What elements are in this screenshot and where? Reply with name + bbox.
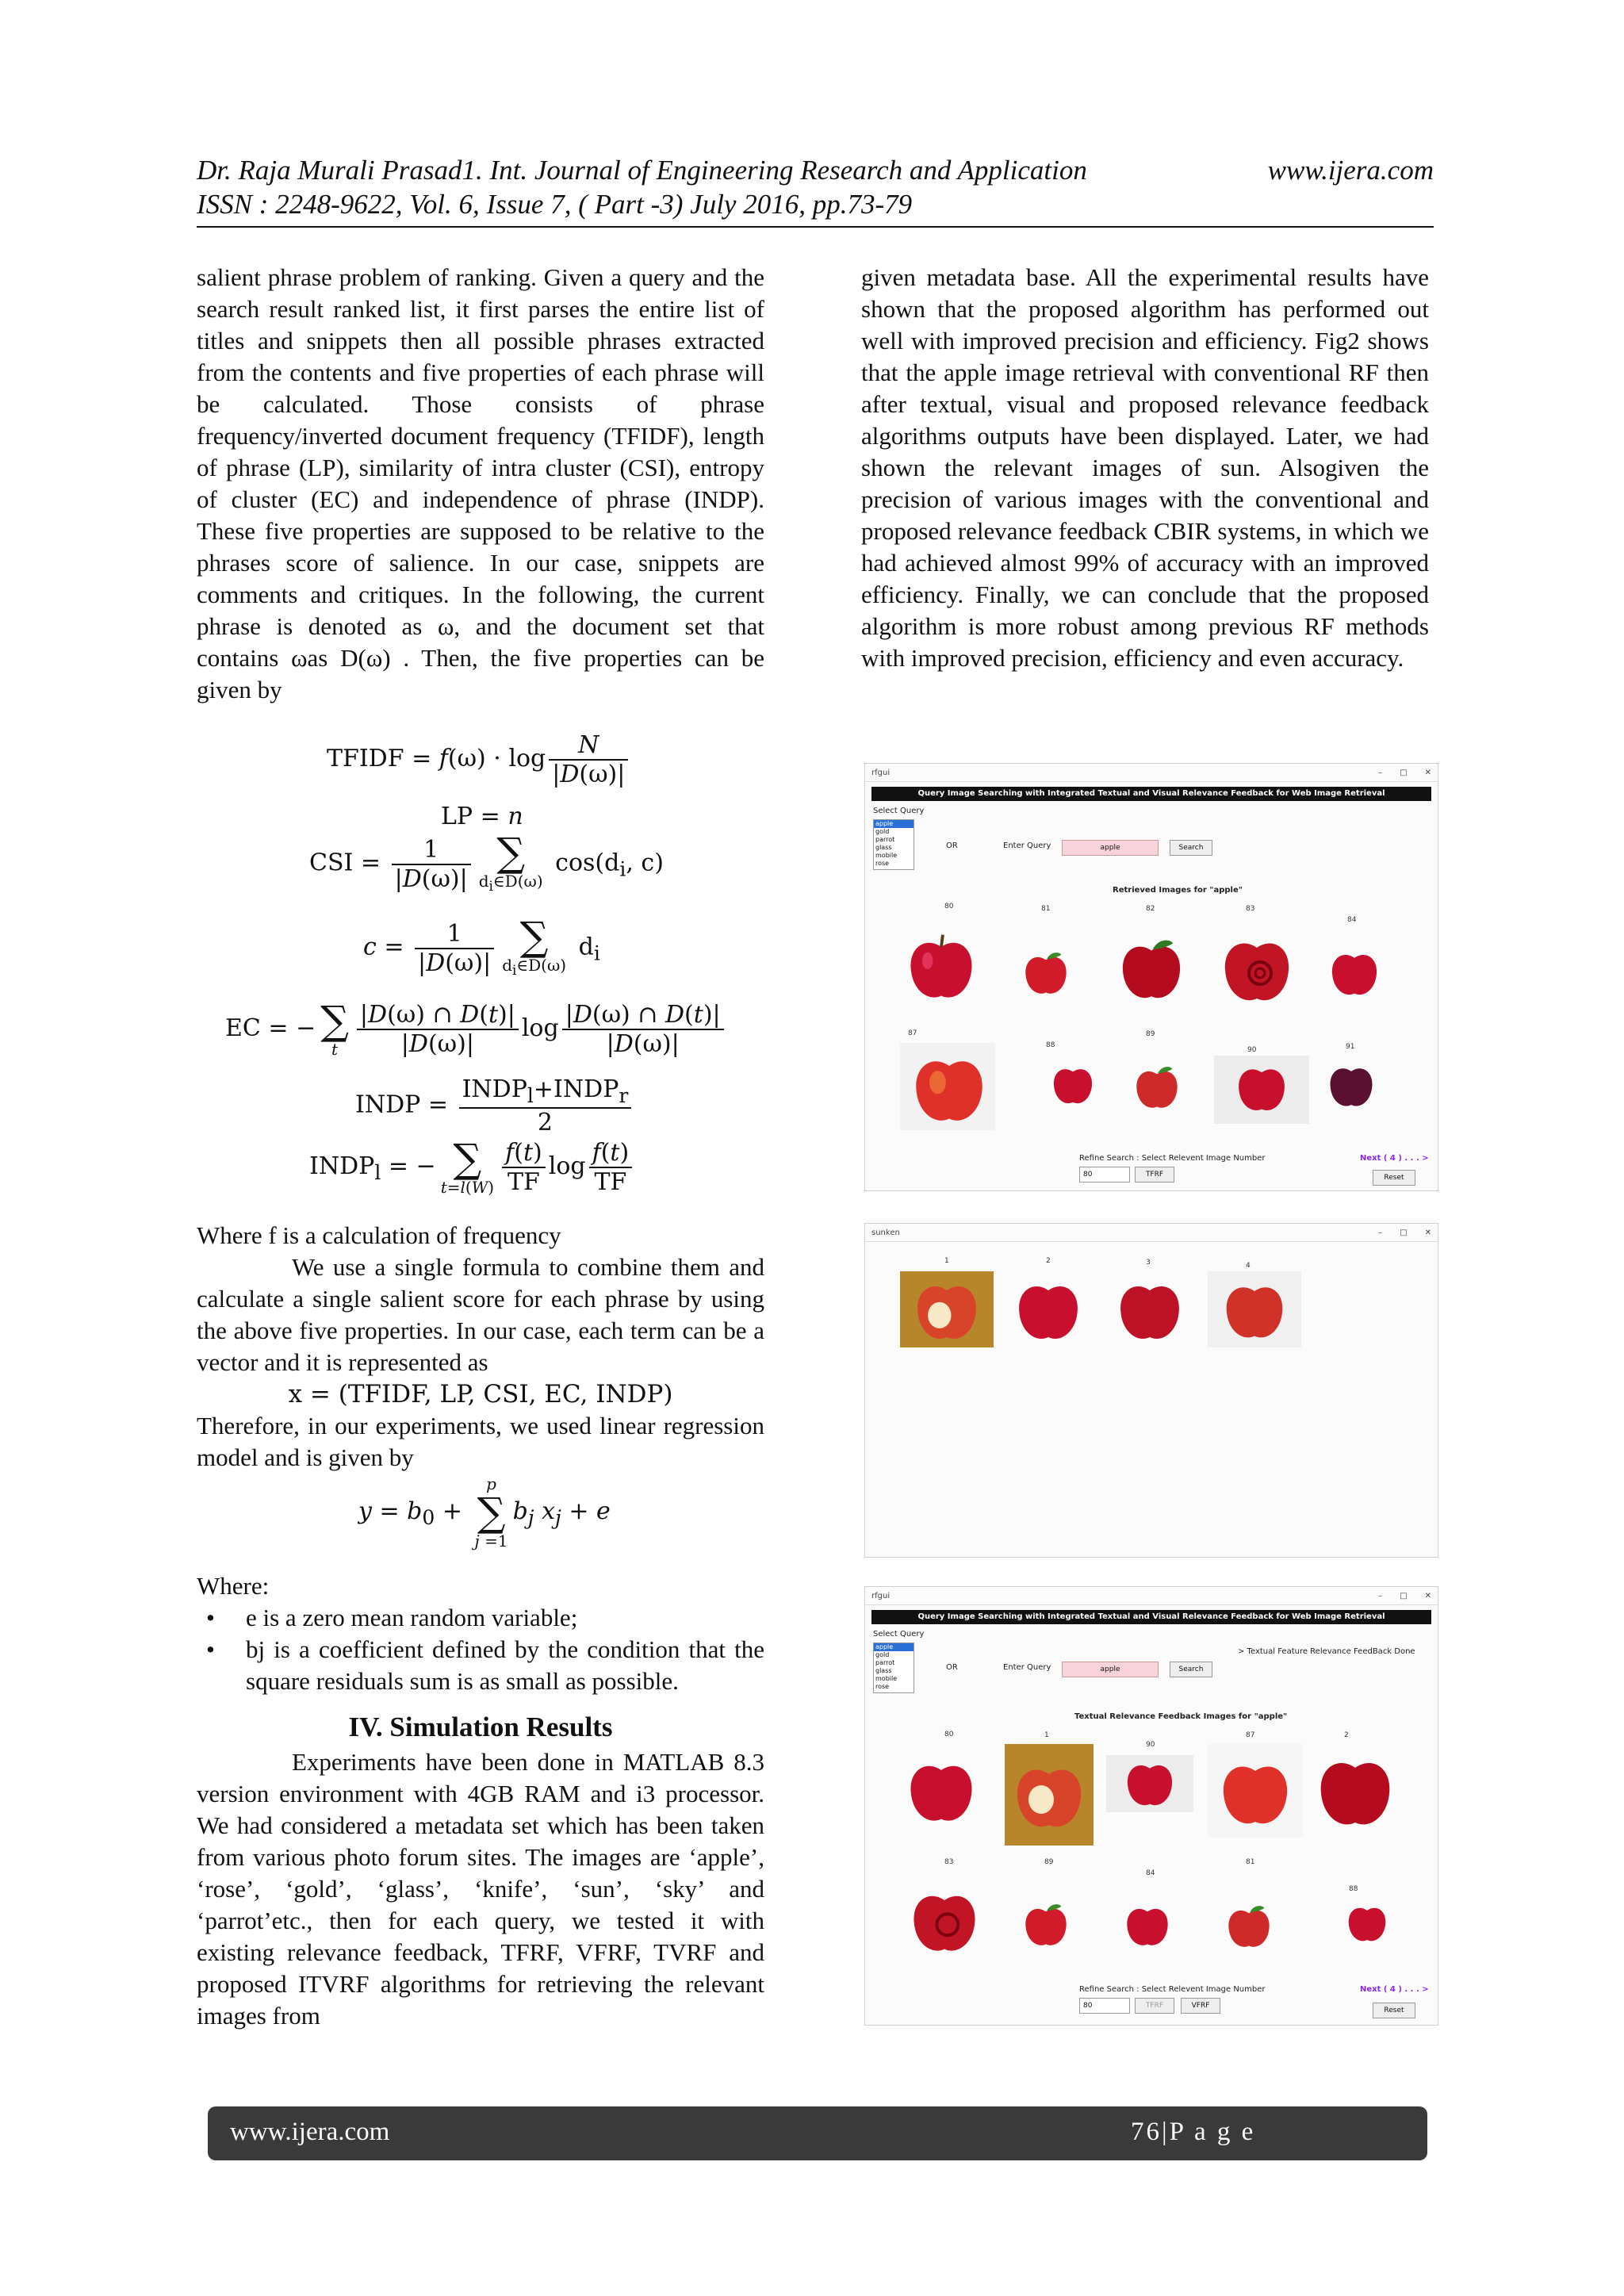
equation-lp: LP = n (441, 803, 523, 830)
apple-image[interactable] (1217, 929, 1297, 1008)
image-number: 2 (1344, 1731, 1349, 1739)
image-number: 84 (1146, 1869, 1155, 1877)
image-tile (1008, 1075, 1040, 1081)
header-citation: Dr. Raja Murali Prasad1. Int. Journal of Engineering Research and Application (197, 155, 1087, 186)
bullet-item: • bj is a coefficient defined by the condition that the square residuals sum is as small as possible. (197, 1634, 764, 1697)
equation-indp: INDP = $\frac{INDP_l+INDP_r}{2}$ (355, 1075, 634, 1137)
header-website[interactable]: www.ijera.com (1267, 155, 1434, 186)
apple-image[interactable] (1049, 1060, 1097, 1108)
list-item[interactable]: mobile (875, 1675, 898, 1682)
query-input[interactable]: apple (1062, 840, 1159, 856)
image-number: 88 (1349, 1885, 1358, 1893)
apple-image[interactable] (903, 1752, 979, 1828)
apple-image[interactable] (906, 1880, 982, 1960)
or-label: OR (946, 1663, 958, 1672)
where-label: Where: (197, 1572, 270, 1600)
query-listbox[interactable] (873, 1642, 914, 1693)
list-item[interactable]: glass (875, 1667, 892, 1674)
status-message: > Textual Feature Relevance FeedBack Done (1238, 1647, 1415, 1656)
vfrf-button[interactable]: VFRF (1181, 1998, 1220, 2014)
equation-tfidf: TFIDF = f(ω) · log $\frac{N}{|D(\omega)|}$ (327, 731, 631, 788)
window-title: rfgui (871, 1591, 891, 1600)
gui-banner: Query Image Searching with Integrated Textual and Visual Relevance Feedback for Web Image Retrieval (871, 1610, 1431, 1624)
apple-image[interactable] (1233, 1059, 1290, 1116)
apple-image[interactable] (1216, 1750, 1295, 1833)
image-number: 87 (1246, 1731, 1255, 1739)
list-item[interactable]: gold (875, 1651, 890, 1658)
figure-rfgui-textual-feedback (864, 1586, 1438, 2026)
running-header (197, 154, 1434, 187)
search-button[interactable]: Search (1170, 1662, 1212, 1677)
maximize-icon[interactable]: □ (1400, 1228, 1408, 1237)
next-link[interactable]: Next ( 4 ) . . . > (1360, 1985, 1429, 1994)
list-item[interactable]: mobile (875, 852, 898, 859)
page-footer (208, 2106, 1427, 2160)
apple-image[interactable] (1011, 1273, 1086, 1346)
list-item[interactable]: gold (875, 828, 890, 835)
paragraph-simulation: Experiments have been done in MATLAB 8.3 version environment with 4GB RAM and i3 processor. We had considered a metadata set which has been taken from various photo forum sites. The images are ‘apple’, ‘rose’, ‘gold’, ‘glass’, ‘knife’, ‘sun’, ‘sky’ and ‘parrot’etc., then for each query, we tested it with existing relevance feedback, TFRF, VFRF, TVRF and proposed ITVRF algorithms for retrieving the relevant images from (197, 1748, 764, 2030)
select-query-label: Select Query (873, 1630, 925, 1639)
header-issn: ISSN : 2248-9622, Vol. 6, Issue 7, ( Part -3) July 2016, pp.73-79 (197, 189, 913, 220)
close-icon[interactable]: ✕ (1424, 768, 1431, 777)
refine-label: Refine Search : Select Relevent Image Number (1079, 1154, 1266, 1163)
maximize-icon[interactable]: □ (1400, 768, 1408, 777)
equation-indp-l: $INDP_l$ = − ∑ t=l(W) $\frac{f(t)}{TF}$ log $\frac{f(t)}{TF}$ (309, 1139, 635, 1196)
close-icon[interactable]: ✕ (1424, 1228, 1431, 1237)
apple-image[interactable] (908, 1046, 990, 1129)
list-item[interactable]: rose (875, 860, 890, 867)
retrieved-title: Textual Relevance Feedback Images for "apple" (1074, 1712, 1288, 1721)
apple-image[interactable] (910, 1273, 984, 1346)
paragraph-combine: We use a single formula to combine them and calculate a single salient score for each phrase by using the above five properties. In our case, each term can be a vector and it is represented as (197, 1253, 764, 1376)
image-number: 83 (944, 1858, 954, 1866)
apple-image[interactable] (1325, 1059, 1377, 1111)
query-input[interactable]: apple (1062, 1662, 1159, 1677)
where-f-line: Where f is a calculation of frequency (197, 1221, 561, 1249)
query-listbox[interactable] (873, 819, 914, 870)
window-titlebar (865, 764, 1438, 782)
image-number: 3 (1146, 1259, 1151, 1267)
apple-image[interactable] (1122, 1899, 1173, 1950)
list-item[interactable]: parrot (875, 836, 895, 843)
reset-button[interactable]: Reset (1373, 2003, 1415, 2018)
image-number: 80 (944, 1731, 954, 1738)
apple-image[interactable] (1009, 1750, 1089, 1839)
window-titlebar (865, 1224, 1438, 1242)
footer-website[interactable]: www.ijera.com (230, 2118, 390, 2146)
list-item[interactable]: parrot (875, 1659, 895, 1666)
enter-query-label: Enter Query (1003, 1663, 1051, 1672)
list-item[interactable]: glass (875, 844, 892, 851)
paragraph-results: given metadata base. All the experimental results have shown that the proposed algorithm has performed out well with improved precision and efficiency. Fig2 shows that the apple image retrieval with conventional RF then after textual, visual and proposed relevance feedback algorithms outputs have been displayed. Later, we had shown the relevant images of sun. Alsogiven the precision of various images with the conventional and proposed relevance feedback CBIR systems, in which we had achieved almost 99% of accuracy with an improved efficiency. Finally, we can conclude that the proposed algorithm is more robust among previous RF methods with improved precision, efficiency and even accuracy. (861, 263, 1429, 672)
image-number: 89 (1044, 1858, 1054, 1866)
equation-regression: $y = b_0$ + p ∑ j =1 $b_j$ $x_j + e$ (358, 1474, 611, 1550)
minimize-icon[interactable]: – (1378, 1591, 1383, 1600)
figure-selected-images (864, 1223, 1438, 1558)
bullet-item: • e is a zero mean random variable; (197, 1602, 764, 1634)
image-number: 81 (1041, 905, 1051, 913)
image-number: 90 (1247, 1046, 1257, 1054)
apple-image[interactable] (1113, 1273, 1187, 1346)
section-title: IV. Simulation Results (348, 1711, 613, 1742)
list-item[interactable]: apple (874, 1643, 914, 1651)
window-title: rfgui (871, 768, 891, 777)
text-block-mid (197, 1220, 764, 1474)
retrieved-title: Retrieved Images for "apple" (1113, 886, 1243, 895)
apple-image[interactable] (1021, 1899, 1071, 1950)
paragraph-salient-phrase: salient phrase problem of ranking. Given a query and the search result ranked list, it first parses the entire list of titles and snippets then all possible phrases extracted from the contents and five properties of each phrase will be calculated. Those consists of phrase frequency/inverted document frequency (TFIDF), length of phrase (LP), similarity of intra cluster (CSI), entropy of cluster (EC) and independence of phrase (INDP). These five properties are supposed to be relative to the phrases score of salience. In our case, snippets are comments and critiques. In the following, the current phrase is denoted as ω, and the document set that contains ωas D(ω) . Then, the five properties can be given by (197, 263, 764, 703)
image-number: 90 (1146, 1741, 1155, 1749)
equation-c: c = $\frac{1}{|D(\omega)|}$ ∑ $d_i\in D(\omega)$ $d_i$ (363, 914, 600, 978)
image-number: 2 (1046, 1257, 1051, 1265)
minimize-icon[interactable]: – (1378, 768, 1383, 777)
equation-ec: EC = − ∑ t $\frac{|D(\omega) \cap D(t)|}{|D(\omega)|}$ log $\frac{|D(\omega) \cap D(t)|}{|D(\omega)|}$ (225, 1001, 727, 1058)
apple-image[interactable] (1021, 948, 1071, 999)
apple-image[interactable] (1224, 1901, 1274, 1952)
image-number: 1 (1044, 1731, 1049, 1739)
image-number: 91 (1346, 1043, 1355, 1051)
apple-image[interactable] (903, 929, 979, 1005)
image-number: 89 (1146, 1030, 1155, 1038)
apple-image[interactable] (1344, 1899, 1390, 1945)
maximize-icon[interactable]: □ (1400, 1591, 1408, 1600)
page-number: 76|P a g e (1131, 2118, 1256, 2146)
search-button[interactable]: Search (1170, 840, 1212, 856)
window-titlebar (865, 1587, 1438, 1605)
gui-banner: Query Image Searching with Integrated Textual and Visual Relevance Feedback for Web Image Retrieval (871, 787, 1431, 801)
apple-image[interactable] (1327, 945, 1382, 1000)
figure-rfgui-retrieved (864, 763, 1438, 1191)
paragraph-therefore: Therefore, in our experiments, we used linear regression model and is given by (197, 1412, 764, 1471)
reset-button[interactable]: Reset (1373, 1170, 1415, 1186)
image-number-select[interactable]: 80 (1079, 1167, 1130, 1182)
apple-image[interactable] (1312, 1746, 1398, 1834)
text-block-bottom (197, 1570, 764, 2032)
image-number: 81 (1246, 1858, 1255, 1866)
list-item[interactable]: rose (875, 1683, 890, 1690)
next-link[interactable]: Next ( 4 ) . . . > (1360, 1154, 1429, 1163)
image-number: 88 (1046, 1041, 1055, 1049)
apple-image[interactable] (1132, 1062, 1182, 1113)
image-number: 4 (1246, 1262, 1251, 1270)
bullet-list (197, 1602, 764, 1697)
equation-csi: CSI = $\frac{1}{|D(\omega)|}$ ∑ $d_i\in D(\omega)$ $\cos(d_i$, c) (309, 830, 664, 894)
tfrf-button[interactable]: TFRF (1135, 1998, 1174, 2014)
apple-image[interactable] (1217, 1274, 1292, 1344)
header-rule (197, 226, 1434, 228)
window-title: sunken (871, 1228, 900, 1237)
image-number: 87 (908, 1029, 917, 1037)
image-number: 84 (1347, 916, 1357, 924)
image-number: 80 (944, 903, 954, 910)
image-number: 82 (1146, 905, 1155, 913)
or-label: OR (946, 841, 958, 850)
tfrf-button[interactable]: TFRF (1135, 1167, 1174, 1182)
image-number: 1 (944, 1257, 949, 1265)
enter-query-label: Enter Query (1003, 841, 1051, 850)
apple-image[interactable] (1122, 1755, 1178, 1811)
image-number: 83 (1246, 905, 1255, 913)
equation-x: x = (TFIDF, LP, CSI, EC, INDP) (288, 1380, 673, 1409)
select-query-label: Select Query (873, 807, 925, 815)
list-item[interactable]: apple (874, 820, 914, 828)
refine-label: Refine Search : Select Relevent Image Number (1079, 1985, 1266, 1994)
image-number-select[interactable]: 80 (1079, 1998, 1130, 2014)
close-icon[interactable]: ✕ (1424, 1591, 1431, 1600)
apple-image[interactable] (1116, 933, 1187, 1005)
minimize-icon[interactable]: – (1378, 1228, 1383, 1237)
